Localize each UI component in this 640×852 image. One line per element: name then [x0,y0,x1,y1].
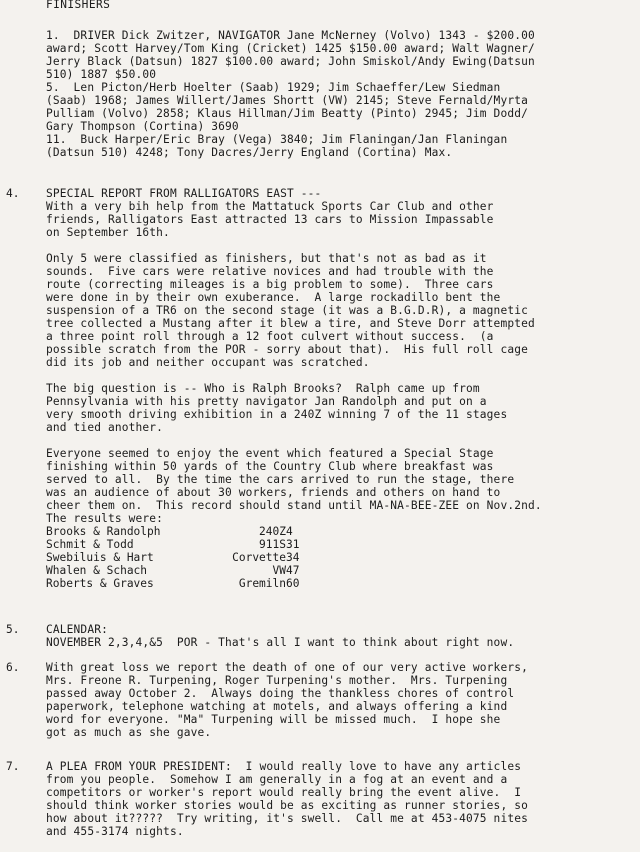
result-names: Brooks & Randolph [46,525,161,538]
paragraph-line: got as much as she gave. [46,726,212,739]
paragraph-line: Pennsylvania with his pretty navigator Jan Randolph and put on a [46,395,487,408]
paragraph-line: tree collected a Mustang after it blew a tire, and Steve Dorr attempted [46,317,535,330]
result-car: Gremiln [238,577,286,590]
paragraph-line: on September 16th. [46,226,170,239]
section-5 [46,623,634,649]
paragraph-line: friends, Ralligators East attracted 13 cars to Mission Impassable [46,213,494,226]
section-6-number: 6. [6,661,20,674]
result-names: Schmit & Todd [46,538,134,551]
calendar-heading: CALENDAR: [46,623,108,636]
result-score: 4 [286,525,293,538]
paragraph-line: Only 5 were classified as finishers, but that's not as bad as it [46,252,487,265]
paragraph-line: from you people. Somehow I am generally in a fog at an event and a [46,773,508,786]
paragraph-line: did its job and neither occupant was scratched. [46,356,370,369]
paragraph-line: route (correcting mileages is a big problem to some). Three cars [46,278,494,291]
result-car: 240Z [259,525,286,538]
paragraph-line: were done in by their own exuberance. A large rockadillo bent the [46,291,501,304]
section-4 [46,187,634,590]
result-names: Swebiluis & Hart [46,551,154,564]
table-row [46,564,316,577]
paragraph-line: should think worker stories would be as exciting as runner stories, so [46,799,528,812]
section-5-number: 5. [6,623,20,636]
paragraph-line: word for everyone. "Ma" Turpening will be missed much. I hope she [46,713,501,726]
paragraph-line: possible scratch from the POR - sorry about that). His full roll cage [46,343,528,356]
finishers-line: award; Scott Harvey/Tom King (Cricket) 1425 $150.00 award; Walt Wagner/ [46,42,535,55]
finishers-line: Gary Thompson (Cortina) 3690 [46,120,239,133]
result-car: VW [272,564,286,577]
table-row [46,525,316,538]
result-score: 31 [286,538,300,551]
paragraph-line: served to all. By the time the cars arrived to run the stage, there [46,473,515,486]
finishers-line: 5. Len Picton/Herb Hoelter (Saab) 1929; Jim Schaeffer/Lew Siedman [46,81,501,94]
paragraph-line: paperwork, telephone watching at motels, and always offering a kind [46,700,508,713]
section-7 [46,760,634,838]
paragraph-line: finishing within 50 yards of the Country Club where breakfast was [46,460,494,473]
finishers-line: Pulliam (Volvo) 2858; Klaus Hillman/Jim Beatty (Pinto) 2945; Jim Dodd/ [46,107,528,120]
paragraph-line: and 455-3174 nights. [46,825,184,838]
finishers-line: 1. DRIVER Dick Zwitzer, NAVIGATOR Jane McNerney (Volvo) 1343 - $200.00 [46,29,535,42]
section-6 [46,661,634,739]
finishers-line: (Saab) 1968; James Willert/James Shortt (VW) 2145; Steve Fernald/Myrta [46,94,528,107]
paragraph-line: The big question is -- Who is Ralph Brooks? Ralph came up from [46,382,480,395]
finishers-line: (Datsun 510) 4248; Tony Dacres/Jerry England (Cortina) Max. [46,146,453,159]
result-score: 60 [286,577,300,590]
paragraph-line: competitors or worker's report would really bring the event alive. I [46,786,522,799]
result-names: Whalen & Schach [46,564,148,577]
table-row [46,538,316,551]
finishers-line: Jerry Black (Datsun) 1827 $100.00 award; John Smiskol/Andy Ewing(Datsun [46,55,535,68]
section-7-number: 7. [6,760,20,773]
finishers-line: 510) 1887 $50.00 [46,68,157,81]
paragraph-line: With great loss we report the death of one of our very active workers, [46,661,528,674]
table-row [46,551,316,564]
paragraph-line: sounds. Five cars were relative novices and had trouble with the [46,265,494,278]
paragraph-line: and tied another. [46,421,164,434]
calendar-line: NOVEMBER 2,3,4,&5 POR - That's all I want to think about right now. [46,636,515,649]
table-row [46,577,316,590]
result-score: 47 [286,564,300,577]
paragraph-line: how about it????? Try writing, it's swell. Call me at 453-4075 nites [46,812,528,825]
paragraph-line: The results were: [46,512,164,525]
result-car: 911S [259,538,286,551]
paragraph-line: suspension of a TR6 on the second stage (it was a B.G.D.R), a magnetic [46,304,528,317]
finishers-line: 11. Buck Harper/Eric Bray (Vega) 3840; Jim Flaningan/Jan Flaningan [46,133,508,146]
paragraph-line: was an audience of about 30 workers, friends and others on hand to [46,486,501,499]
paragraph-line: cheer them on. This record should stand until MA-NA-BEE-ZEE on Nov.2nd. [46,499,542,512]
paragraph-line: Mrs. Freone R. Turpening, Roger Turpening's mother. Mrs. Turpening [46,674,508,687]
finishers-heading: FINISHERS [46,0,111,11]
section-4-title: SPECIAL REPORT FROM RALLIGATORS EAST --- [46,187,322,200]
paragraph-line: passed away October 2. Always doing the thankless chores of control [46,687,515,700]
result-car: Corvette [232,551,286,564]
paragraph-line: A PLEA FROM YOUR PRESIDENT: I would really love to have any articles [46,760,522,773]
result-names: Roberts & Graves [46,577,154,590]
results-table [46,525,316,590]
paragraph-line: With a very bih help from the Mattatuck Sports Car Club and other [46,200,494,213]
paragraph-line: Everyone seemed to enjoy the event which featured a Special Stage [46,447,494,460]
paragraph-line: very smooth driving exhibition in a 240Z winning 7 of the 11 stages [46,408,508,421]
paragraph-line: a three point roll through a 12 foot culvert without success. (a [46,330,494,343]
finishers-list [46,29,634,159]
section-4-number: 4. [6,187,20,200]
result-score: 34 [286,551,300,564]
